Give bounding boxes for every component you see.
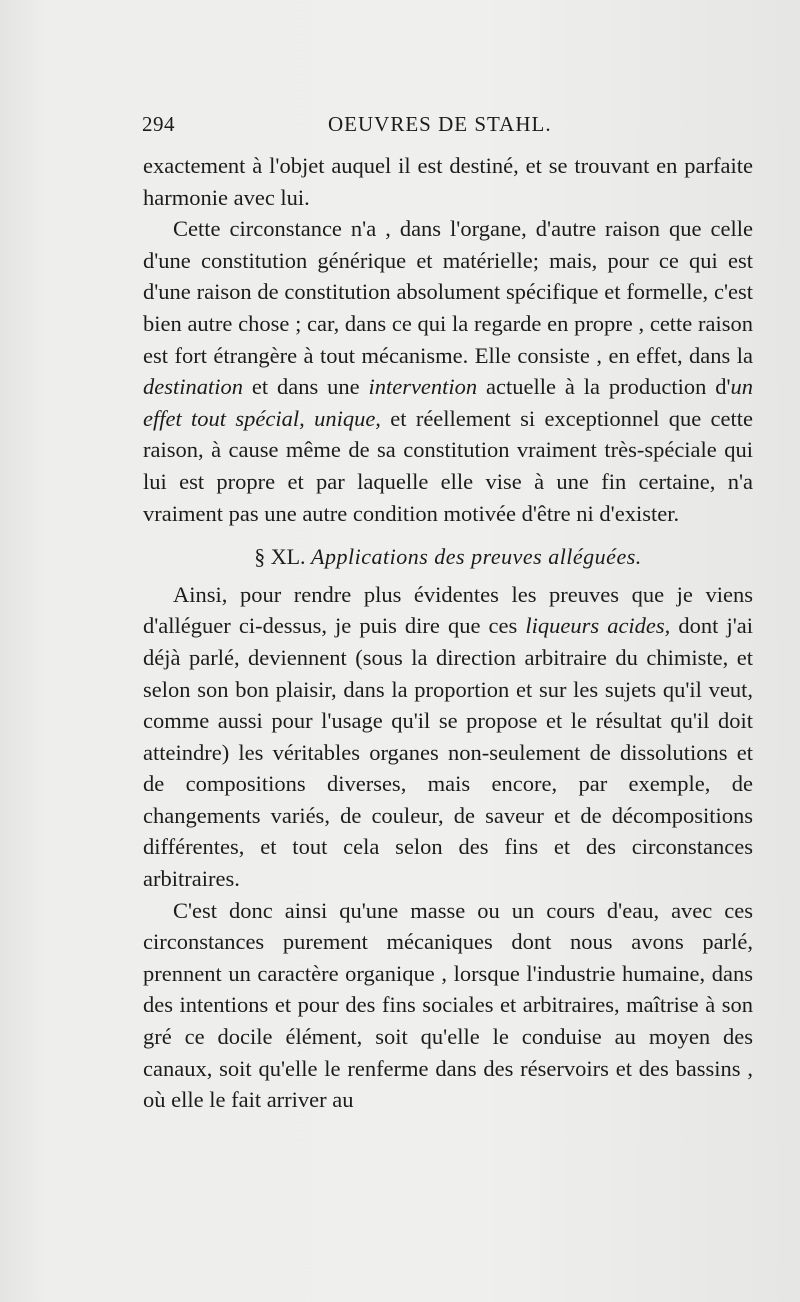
text-run: et dans une: [243, 374, 369, 400]
text-run: Ainsi, pour rendre plus évidentes les preuves que je viens d'alléguer ci-dessus, je puis dire que ces: [143, 581, 753, 639]
text-run: Cette circonstance n'a , dans l'organe, d'autre raison que celle d'une constitution générique et matérielle; mais, pour ce qui est d'une raison de constitution absolument spécifique et formelle, c'est bien autre chose ; car, dans ce qui la regarde en propre , cette raison est fort étrangère à tout mécanisme. Elle consiste , en effet, dans la: [143, 216, 753, 368]
italic-text: liqueurs acides,: [525, 613, 671, 639]
text-run: actuelle à la production d': [477, 374, 731, 400]
body-text: [143, 150, 753, 1116]
section-heading: [143, 541, 753, 573]
paragraph: exactement à l'objet auquel il est destiné, et se trouvant en parfaite harmonie avec lui.: [143, 153, 753, 210]
italic-text: un effet tout spécial, unique,: [143, 374, 753, 431]
paragraph: [143, 213, 753, 529]
italic-text: intervention: [368, 374, 478, 400]
section-title: Applications des preuves alléguées.: [311, 544, 642, 570]
section-number: § XL.: [254, 544, 306, 570]
text-run: et réellement si exceptionnel que cette raison, à cause même de sa constitution vraiment très-spéciale qui lui est propre et par laquelle elle vise à une fin certaine, n'a vraiment pas une autre condition motivée d'être ni d'exister.: [143, 405, 753, 526]
italic-text: destination: [143, 374, 243, 400]
text-run: dont j'ai déjà parlé, deviennent (sous la direction arbitraire du chimiste, et selon son bon plaisir, dans la proportion et sur les sujets qu'il veut, comme aussi pour l'usage qu'il se propose et le résultat qu'il doit atteindre) les véritables organes non-seulement de dissolutions et de compositions diverses, mais encore, par exemple, de changements variés, de couleur, de saveur et de décompositions différentes, et tout cela selon des fins et des circonstances arbitraires.: [143, 613, 753, 892]
paragraph: [143, 579, 753, 895]
page-number: 294: [142, 112, 175, 136]
paragraph: C'est donc ainsi qu'une masse ou un cours d'eau, avec ces circonstances purement mécaniques dont nous avons parlé, prennent un caractère organique , lorsque l'industrie humaine, dans des intentions et pour des fins sociales et arbitraires, maîtrise à son gré ce docile élément, soit qu'elle le conduise au moyen des canaux, soit qu'elle le renferme dans des réservoirs et des bassins , où elle le fait arriver au: [143, 897, 753, 1113]
running-title: OEUVRES DE STAHL.: [328, 112, 552, 136]
page-header: [142, 112, 752, 146]
